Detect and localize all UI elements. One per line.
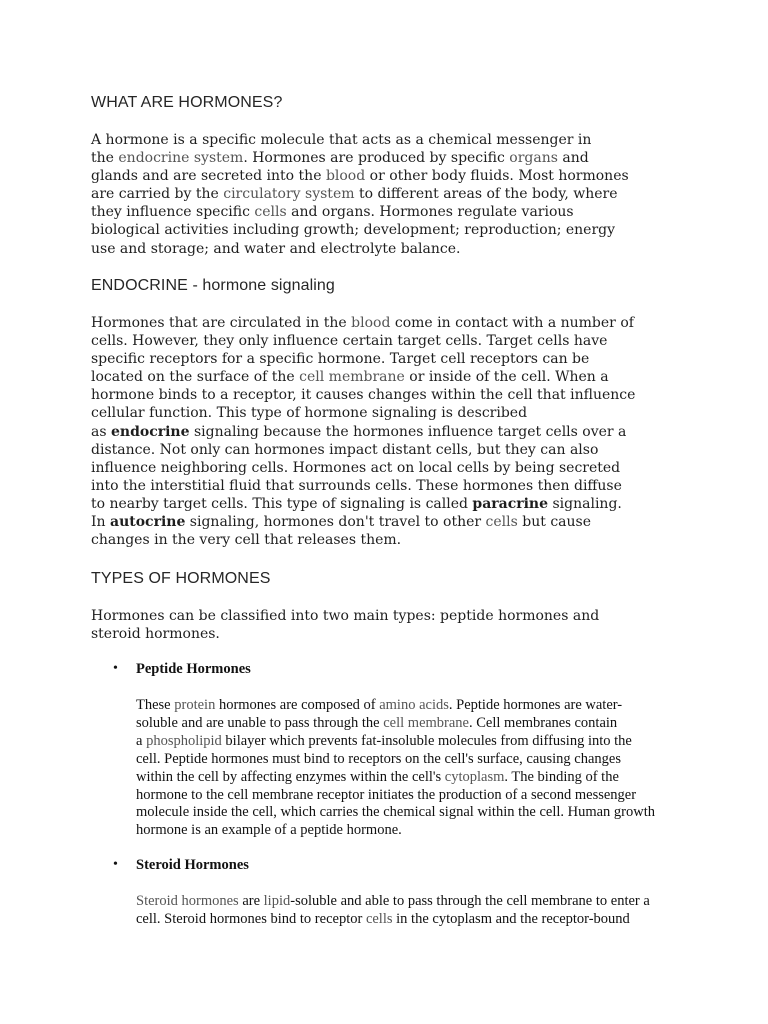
- inline-link-endocrine-system[interactable]: endocrine system: [118, 150, 244, 167]
- inline-link-blood[interactable]: blood: [325, 168, 366, 185]
- heading-types-of-hormones: TYPES OF HORMONES: [91, 570, 271, 587]
- paragraph-steroid-hormones: Steroid hormones are lipid-soluble and able to pass through the cell membrane to enter a cell. Steroid hormones bind to receptor cells in the cytoplasm and the receptor-bound: [136, 893, 650, 927]
- heading-what-are-hormones: WHAT ARE HORMONES?: [91, 94, 283, 111]
- bullet-steroid: •: [113, 857, 118, 872]
- inline-link-blood[interactable]: blood: [351, 315, 391, 331]
- bullet-peptide: •: [113, 661, 118, 676]
- inline-link-cytoplasm[interactable]: cytoplasm: [444, 768, 505, 785]
- bold-term-endocrine: endocrine: [110, 423, 190, 440]
- inline-link-cell-membrane[interactable]: cell membrane: [299, 369, 405, 386]
- paragraph-endocrine-signaling: Hormones that are circulated in the blood come in contact with a number of cells. However, they only influence certain target cells. Target cells have specific receptors for a specific hormone. Target cell receptors can be located on the surface of the cell membrane or inside of the cell. When a hormone binds to a receptor, it causes changes within the cell that influence cellular function. This type of hormone signaling is described as endocrine signaling because the hormones influence target cells over a distance. Not only can hormones impact distant cells, but they can also influence neighboring cells. Hormones act on local cells by being secreted into the interstitial fluid that surrounds cells. These hormones then diffuse to nearby target cells. This type of signaling is called paracrine signaling. In autocrine signaling, hormones don't travel to other cells but cause changes in the very cell that releases them.: [91, 315, 636, 549]
- subheading-steroid-hormones: Steroid Hormones: [136, 857, 249, 873]
- paragraph-peptide-hormones: These protein hormones are composed of amino acids. Peptide hormones are water- soluble and are unable to pass through the cell membrane. Cell membranes contain a phospholipid bilayer which prevents fat-insoluble molecules from diffusing into the cell. Peptide hormones must bind to receptors on the cell's surface, causing changes within the cell by affecting enzymes within the cell's cytoplasm. The binding of the hormone to the cell membrane receptor initiates the production of a second messenger molecule inside the cell, which carries the chemical signal within the cell. Human growth hormone is an example of a peptide hormone.: [136, 697, 656, 839]
- paragraph-types-of-hormones: Hormones can be classified into two main types: peptide hormones and steroid hormones.: [91, 608, 600, 643]
- inline-link-cells[interactable]: cells: [365, 910, 393, 927]
- inline-link-cells[interactable]: cells: [485, 514, 518, 531]
- subheading-peptide-hormones: Peptide Hormones: [136, 661, 251, 677]
- inline-link-amino-acids[interactable]: amino acids: [379, 697, 449, 713]
- inline-link-protein[interactable]: protein: [174, 697, 216, 713]
- heading-endocrine-signaling: ENDOCRINE - hormone signaling: [91, 277, 335, 294]
- inline-link-cells[interactable]: cells: [254, 204, 287, 221]
- inline-link-lipid[interactable]: lipid: [263, 893, 291, 909]
- inline-link-phospholipid[interactable]: phospholipid: [146, 732, 222, 749]
- inline-link-circulatory-system[interactable]: circulatory system: [223, 186, 355, 203]
- inline-link-steroid-hormones[interactable]: Steroid hormones: [136, 893, 239, 909]
- bold-term-paracrine: paracrine: [472, 495, 549, 512]
- inline-link-cell-membrane[interactable]: cell membrane: [383, 714, 469, 731]
- paragraph-hormone-definition: A hormone is a specific molecule that acts as a chemical messenger in the endocrine system. Hormones are produced by specific organs and glands and are secreted into the blood or other body fluids. Most hormones are carried by the circulatory system to different areas of the body, where they influence specific cells and organs. Hormones regulate various biological activities including growth; development; reproduction; energy use and storage; and water and electrolyte balance.: [91, 132, 629, 257]
- inline-link-organs[interactable]: organs: [509, 150, 558, 167]
- bold-term-autocrine: autocrine: [110, 514, 186, 531]
